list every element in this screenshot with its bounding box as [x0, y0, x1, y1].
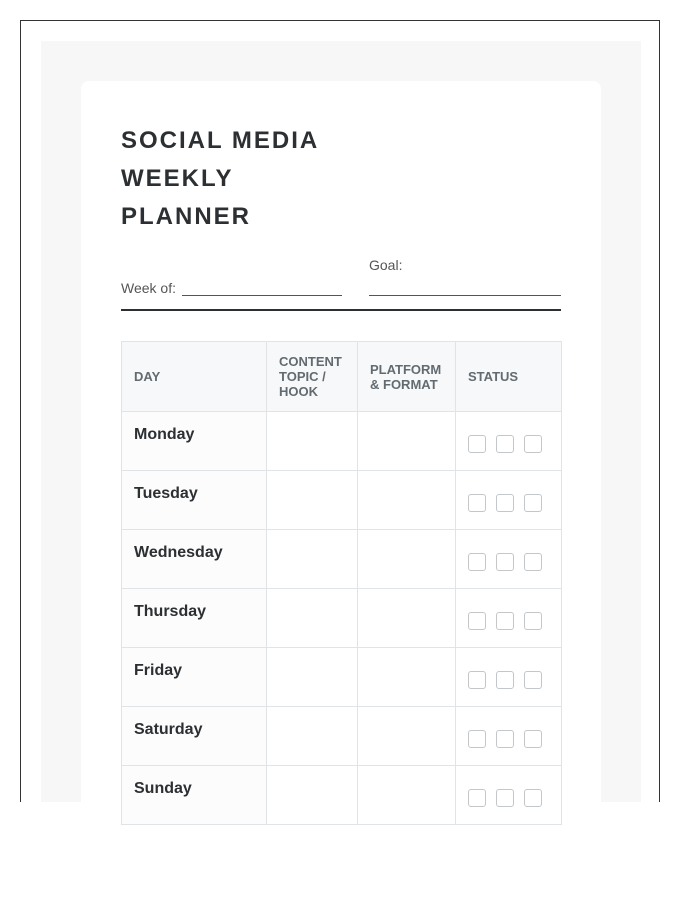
status-checkbox-group: [468, 612, 549, 630]
status-checkbox[interactable]: [524, 612, 542, 630]
table-row: [122, 648, 562, 707]
table-row: [122, 707, 562, 766]
column-header-status: STATUS: [456, 342, 562, 412]
status-checkbox[interactable]: [496, 494, 514, 512]
column-header-platform-format: PLATFORM & FORMAT: [358, 342, 456, 412]
content-topic-cell[interactable]: [267, 707, 358, 766]
platform-format-cell[interactable]: [358, 766, 456, 825]
status-checkbox[interactable]: [496, 553, 514, 571]
column-header-content-topic: CONTENT TOPIC / HOOK: [267, 342, 358, 412]
status-cell: [456, 766, 562, 825]
status-cell: [456, 648, 562, 707]
platform-format-cell[interactable]: [358, 589, 456, 648]
day-cell: Thursday: [122, 589, 267, 648]
header-divider: [121, 309, 561, 311]
status-checkbox-group: [468, 435, 549, 453]
title-line-2: WEEKLY: [121, 165, 234, 192]
planner-table: [121, 341, 562, 825]
status-checkbox[interactable]: [468, 671, 486, 689]
status-checkbox[interactable]: [468, 612, 486, 630]
day-cell: Sunday: [122, 766, 267, 825]
status-cell: [456, 589, 562, 648]
content-topic-cell[interactable]: [267, 766, 358, 825]
table-row: [122, 530, 562, 589]
goal-label: Goal:: [369, 257, 403, 273]
title-block: [121, 122, 341, 236]
status-checkbox[interactable]: [524, 671, 542, 689]
day-cell: Friday: [122, 648, 267, 707]
status-checkbox[interactable]: [468, 435, 486, 453]
status-cell: [456, 707, 562, 766]
title-line-3: PLANNER: [121, 203, 252, 230]
status-checkbox[interactable]: [524, 435, 542, 453]
platform-format-cell[interactable]: [358, 412, 456, 471]
status-cell: [456, 471, 562, 530]
table-header-row: [122, 342, 562, 412]
table-row: [122, 589, 562, 648]
status-checkbox[interactable]: [524, 730, 542, 748]
platform-format-cell[interactable]: [358, 530, 456, 589]
status-checkbox[interactable]: [524, 494, 542, 512]
table-row: [122, 766, 562, 825]
day-cell: Tuesday: [122, 471, 267, 530]
page-frame: [20, 20, 660, 802]
status-checkbox[interactable]: [524, 553, 542, 571]
status-checkbox-group: [468, 494, 549, 512]
status-checkbox[interactable]: [468, 553, 486, 571]
status-cell: [456, 530, 562, 589]
status-checkbox[interactable]: [468, 494, 486, 512]
status-checkbox[interactable]: [524, 789, 542, 807]
day-cell: Saturday: [122, 707, 267, 766]
status-checkbox[interactable]: [468, 730, 486, 748]
day-cell: Wednesday: [122, 530, 267, 589]
planner-sheet: [81, 81, 601, 802]
planner-body: [122, 412, 562, 825]
platform-format-cell[interactable]: [358, 471, 456, 530]
status-checkbox-group: [468, 789, 549, 807]
week-of-label: Week of:: [121, 280, 176, 296]
content-topic-cell[interactable]: [267, 412, 358, 471]
page-background: [41, 41, 641, 802]
status-checkbox[interactable]: [496, 435, 514, 453]
platform-format-cell[interactable]: [358, 707, 456, 766]
status-checkbox-group: [468, 671, 549, 689]
content-topic-cell[interactable]: [267, 589, 358, 648]
content-topic-cell[interactable]: [267, 530, 358, 589]
title-line-1: SOCIAL MEDIA: [121, 127, 320, 154]
content-topic-cell[interactable]: [267, 648, 358, 707]
status-checkbox[interactable]: [496, 612, 514, 630]
status-checkbox[interactable]: [496, 730, 514, 748]
status-checkbox[interactable]: [496, 789, 514, 807]
column-header-day: DAY: [122, 342, 267, 412]
status-cell: [456, 412, 562, 471]
status-checkbox[interactable]: [468, 789, 486, 807]
table-row: [122, 471, 562, 530]
content-topic-cell[interactable]: [267, 471, 358, 530]
week-of-field[interactable]: [182, 295, 342, 296]
platform-format-cell[interactable]: [358, 648, 456, 707]
status-checkbox-group: [468, 730, 549, 748]
goal-field[interactable]: [369, 295, 561, 296]
status-checkbox-group: [468, 553, 549, 571]
day-cell: Monday: [122, 412, 267, 471]
status-checkbox[interactable]: [496, 671, 514, 689]
table-row: [122, 412, 562, 471]
